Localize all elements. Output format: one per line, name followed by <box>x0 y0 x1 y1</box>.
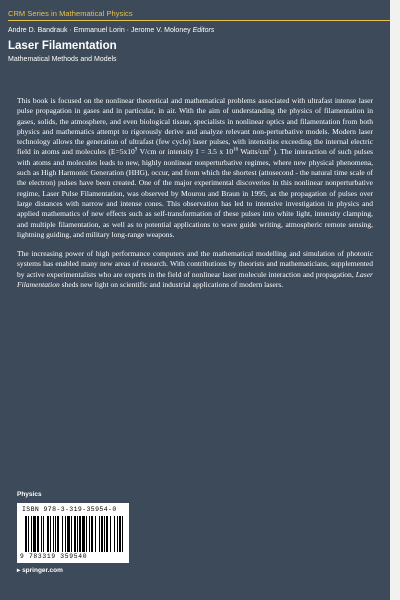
book-subtitle: Mathematical Methods and Models <box>8 56 117 63</box>
barcode-bar <box>47 516 49 552</box>
barcode-bar <box>79 516 81 552</box>
barcode-bar <box>106 516 108 552</box>
barcode-bar <box>117 516 118 552</box>
barcode-bar <box>25 516 27 552</box>
blurb-paragraph-2 <box>17 249 373 290</box>
barcode-bar <box>99 516 100 552</box>
barcode-bar <box>95 516 96 552</box>
barcode-bar <box>122 516 123 552</box>
superscript: 2 <box>268 147 272 153</box>
book-title: Laser Filamentation <box>8 40 117 52</box>
superscript: 9 <box>134 147 138 153</box>
blurb-text: The increasing power of high performance computers and the mathematical modelling and simulation of photonic systems has enabled many new areas of research. With contributions by theorists and mathematicians, supplemented by active experimentalists who are experts in the field of nonlinear laser molecule interaction and propagation, <box>17 249 373 279</box>
barcode-bar <box>91 516 93 552</box>
barcode-bar <box>104 516 105 552</box>
barcode-bar <box>74 516 76 552</box>
barcode-bar <box>89 516 90 552</box>
barcode-bar <box>114 516 115 552</box>
blurb <box>17 96 373 299</box>
blurb-italic-title: Laser Filamentation <box>17 269 373 290</box>
barcode-bar <box>43 516 44 552</box>
barcode-bar <box>119 516 121 552</box>
barcode-digits: 9 783319 359540 <box>20 553 88 560</box>
barcode-bar <box>53 516 54 552</box>
barcode-bar <box>82 516 85 552</box>
barcode-bar <box>110 516 111 552</box>
series-name: CRM Series in Mathematical Physics <box>8 9 133 18</box>
barcode-bar <box>33 516 36 552</box>
blurb-text: Watts/cm <box>238 147 269 157</box>
editors-line <box>8 27 214 34</box>
spine-strip <box>390 0 400 600</box>
barcode-bar <box>31 516 32 552</box>
barcode-bar <box>62 516 63 552</box>
barcode-bar <box>28 516 29 552</box>
blurb-text: V/cm or intensity I = 3.5 x 10 <box>137 147 234 157</box>
blurb-text: ). The interaction of such pulses with atoms and molecules leads to new, highly nonlinear nonperturbative regimes, where new physical phenomena, such as High Harmonic Generation (HHG), occur, and from which the shortest (attosecond - the natural time scale of the electron) pulses have been created. One of the major experimental discoveries in this nonlinear nonperturbative regime, Laser Pulse Filamentation, was observed by Mourou and Braun in 1995, as the propagation of pulses over large distances with narrow and intense cones. This observation has led to intensive investigation in physics and applied mathematics of new effects such as self-transformation of these pulses into white light, intensity clamping, and multiple filamentation, as well as to potential applications to wave guide writing, atmospheric remote sensing, lightning guiding, and military long-range weapons. <box>17 147 373 239</box>
barcode-bar <box>71 516 72 552</box>
series-rule <box>8 20 390 21</box>
barcode-bar <box>101 516 103 552</box>
barcode-bar <box>41 516 42 552</box>
blurb-text: sheds new light on scientific and industrial applications of modern lasers. <box>59 280 284 290</box>
barcode-bar <box>50 516 51 552</box>
superscript: 16 <box>233 147 239 153</box>
barcode-bar <box>57 516 59 552</box>
blurb-text: This book is focused on the nonlinear theoretical and mathematical problems associated with ultrafast intense laser pulse propagation in gases and in particular, in air. With the aim of understanding the physics of filamentation in gases, solids, the atmosphere, and even biological tissue, specialists in nonlinear optics and filamentation from both physics and mathematics attempt to rigorously derive and analyze relevant non-perturbative models. Modern laser technology allows the generation of ultrafast (few cycle) laser pulses, with intensities exceeding the internal electric field in atoms and molecules (E=5x10 <box>17 96 373 157</box>
barcode-bar <box>67 516 70 552</box>
subject-label: Physics <box>17 491 42 498</box>
barcode-bars <box>25 516 125 552</box>
barcode-bar <box>65 516 66 552</box>
website-link[interactable]: ▸ springer.com <box>17 567 63 574</box>
blurb-paragraph-1 <box>17 96 373 240</box>
barcode <box>17 503 129 563</box>
isbn-text: ISBN 978-3-319-35954-0 <box>22 506 117 513</box>
barcode-bar <box>37 516 39 552</box>
editor-names: Andre D. Bandrauk · Emmanuel Lorin · Jerome V. Moloney <box>8 27 191 34</box>
header <box>0 0 390 88</box>
editor-label: Editors <box>192 27 215 34</box>
barcode-bar <box>77 516 78 552</box>
barcode-bar <box>55 516 56 552</box>
barcode-bar <box>86 516 87 552</box>
